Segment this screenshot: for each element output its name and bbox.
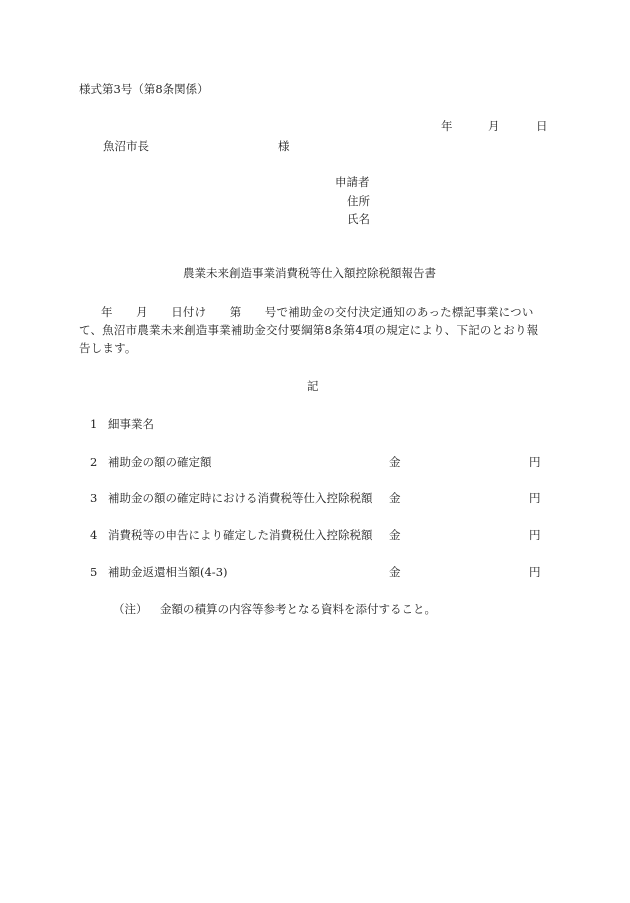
item-yen: 円 (529, 528, 541, 542)
item-label: 補助金返還相当額(4-3) (108, 565, 228, 579)
item-yen: 円 (529, 455, 541, 469)
item-number: 4 (90, 528, 98, 542)
item-number: 3 (90, 491, 98, 505)
note-text: 金額の積算の内容等参考となる資料を添付すること。 (160, 602, 436, 616)
note-label: （注） (113, 602, 148, 616)
item-kin: 金 (389, 528, 401, 542)
applicant-name-label: 氏名 (347, 212, 370, 226)
item-label: 消費税等の申告により確定した消費税仕入控除税額 (108, 528, 373, 542)
body-paragraph: 年 月 日付け 第 号で補助金の交付決定通知のあった標記事業について、魚沼市農業未来創造事業補助金交付要綱第8条第4項の規定により、下記のとおり報告します。 (79, 305, 539, 355)
date-day: 日 (536, 119, 548, 133)
item-kin: 金 (389, 455, 401, 469)
item-kin: 金 (389, 491, 401, 505)
item-number: 5 (90, 565, 98, 579)
addressee-name: 魚沼市長 (103, 139, 149, 153)
addressee-honorific: 様 (278, 139, 290, 153)
item-number: 1 (90, 417, 98, 431)
date-month: 月 (488, 119, 500, 133)
applicant-title: 申請者 (335, 175, 370, 189)
item-yen: 円 (529, 491, 541, 505)
ki-heading: 記 (307, 379, 319, 393)
item-label: 細事業名 (108, 417, 154, 431)
item-kin: 金 (389, 565, 401, 579)
form-number: 様式第3号（第8条関係） (79, 82, 209, 96)
item-label: 補助金の額の確定額 (108, 455, 212, 469)
document-title: 農業未来創造事業消費税等仕入額控除税額報告書 (183, 266, 436, 280)
item-label: 補助金の額の確定時における消費税等仕入控除税額 (108, 491, 373, 505)
item-number: 2 (90, 455, 98, 469)
date-year: 年 (441, 119, 453, 133)
item-yen: 円 (529, 565, 541, 579)
applicant-address-label: 住所 (347, 194, 370, 208)
